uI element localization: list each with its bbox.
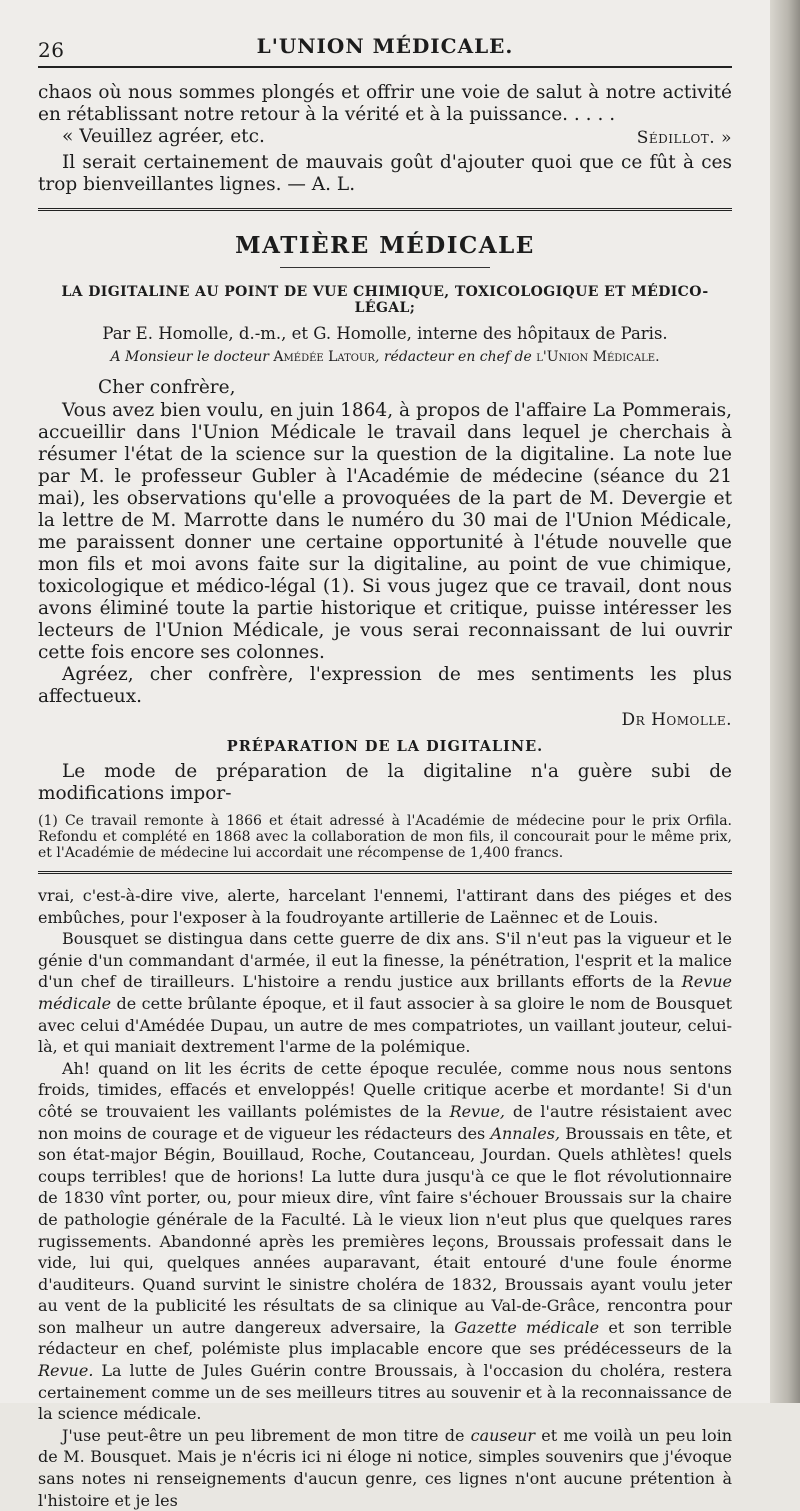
section-divider xyxy=(38,208,732,214)
page-number: 26 xyxy=(38,38,65,62)
page-header xyxy=(38,0,732,62)
dedication-name: Amédée Latour xyxy=(273,349,375,365)
footnote: (1) Ce travail remonte à 1866 et était adressé à l'Académie de médecine pour le prix Orfila. Refondu et complété en 1868 avec la collaboration de mon fils, il concourait pour le même prix, et l'Académie de médecine lui accordait une récompense de 1,400 francs. xyxy=(38,813,732,861)
letter-paragraph: chaos où nous sommes plongés et offrir une voie de salut à notre activité en rétablissant notre retour à la vérité et à la puissance. . . . . xyxy=(38,82,732,125)
article-closing: Agréez, cher confrère, l'expression de mes sentiments les plus affectueux. xyxy=(38,664,732,707)
feuilleton-divider xyxy=(38,871,732,877)
article-signature: Dr Homolle. xyxy=(621,710,732,730)
journal-title: L'UNION MÉDICALE. xyxy=(256,34,514,58)
article-subtitle: LA DIGITALINE AU POINT DE VUE CHIMIQUE, TOXICOLOGIQUE ET MÉDICO-LÉGAL; xyxy=(61,284,709,316)
letter-closing: « Veuillez agréer, etc. xyxy=(62,126,265,147)
page-edge-shadow xyxy=(770,0,800,1403)
title-rule xyxy=(280,267,490,268)
feuilleton-paragraph: vrai, c'est-à-dire vive, alerte, harcelant l'ennemi, l'attirant dans des piéges et des embûches, pour l'exposer à la foudroyante artillerie de Laënnec et de Louis. xyxy=(38,886,732,927)
feuilleton-paragraph: Ah! quand on lit les écrits de cette époque reculée, comme nous nous sentons froids, timides, effacés et enveloppés! Quelle critique acerbe et mordante! Si d'un côté se trouvaient les vaillants polémistes de la Revue, de l'autre résistaient avec non moins de courage et de vigueur les rédacteurs des Annales, Broussais en tête, et son état-major Bégin, Bouillaud, Roche, Coutanceau, Jourdan. Quels athlètes! quels coups terribles! que de horions! La lutte dura jusqu'à ce que le flot révolutionnaire de 1830 vînt porter, ou, pour mieux dire, vînt faire s'échouer Broussais sur la chaire de pathologie générale de la Faculté. Là le vieux lion n'eut plus que quelques rares rugissements. Abandonné après les premières leçons, Broussais professait dans le vide, lui qui, quelques années auparavant, était entouré d'une foule énorme d'auditeurs. Quand survint le sinistre choléra de 1832, Broussais ayant voulu jeter au vent de la publicité les résultats de sa clinique au Val-de-Grâce, rencontra pour son malheur un autre dangereux adversaire, la Gazette médicale et son terrible rédacteur en chef, polémiste plus implacable encore que ses prédécesseurs de la Revue. La lutte de Jules Guérin contre Broussais, à l'occasion du choléra, restera certainement comme un de ses meilleurs titres au souvenir et à la reconnaissance de la science médicale. xyxy=(38,1058,733,1424)
section-title: MATIÈRE MÉDICALE xyxy=(235,232,535,259)
article-dedication xyxy=(38,349,732,365)
subsection-title: PRÉPARATION DE LA DIGITALINE. xyxy=(226,738,544,755)
letter-signature: Sédillot. » xyxy=(636,128,732,148)
subsection-text: Le mode de préparation de la digitaline n'a guère subi de modifications impor- xyxy=(38,761,732,804)
feuilleton-paragraph: J'use peut-être un peu librement de mon titre de causeur et me voilà un peu loin de M. Bousquet. Mais je n'écris ici ni éloge ni notice, simples souvenirs que j'évoque sans notes ni renseignements d'aucun genre, ces lignes n'ont aucune prétention à l'histoire et je les xyxy=(38,1425,733,1510)
header-rule xyxy=(38,66,732,68)
dedication-journal: l'Union Médicale. xyxy=(536,349,660,365)
editor-note: Il serait certainement de mauvais goût d'ajouter quoi que ce fût à ces trop bienveillantes lignes. — A. L. xyxy=(38,152,732,195)
feuilleton-paragraph: Bousquet se distingua dans cette guerre de dix ans. S'il n'eut pas la vigueur et le génie d'un commandant d'armée, il eut la finesse, la pénétration, l'esprit et la malice d'un chef de tirailleurs. L'histoire a rendu justice aux brillants efforts de la Revue médicale de cette brûlante époque, et il faut associer à sa gloire le nom de Bousquet avec celui d'Amédée Dupau, un autre de mes compatriotes, un vaillant jouteur, celui-là, et qui maniait dextrement l'arme de la polémique. xyxy=(38,929,732,1057)
dedication-role: , rédacteur en chef de xyxy=(374,349,532,365)
article-authors: Par E. Homolle, d.-m., et G. Homolle, interne des hôpitaux de Paris. xyxy=(102,324,668,343)
article-body: Vous avez bien voulu, en juin 1864, à propos de l'affaire La Pommerais, accueillir dans l'Union Médicale le travail dans lequel je cherchais à résumer l'état de la science sur la question de la digitaline. La note lue par M. le professeur Gubler à l'Académie de médecine (séance du 21 mai), les observations qu'elle a provoquées de la part de M. Devergie et la lettre de M. Marrotte dans le numéro du 30 mai de l'Union Médicale, me paraissent donner une certaine opportunité à l'étude nouvelle que mon fils et moi avons faite sur la digitaline, au point de vue chimique, toxicologique et médico-légal (1). Si vous jugez que ce travail, dont nous avons éliminé toute la partie historique et critique, puisse intéresser les lecteurs de l'Union Médicale, je vous serai reconnaissant de lui ouvrir cette fois encore ses colonnes. xyxy=(38,400,732,663)
greeting: Cher confrère, xyxy=(98,377,236,398)
dedication-prefix: A Monsieur le docteur xyxy=(110,349,269,365)
